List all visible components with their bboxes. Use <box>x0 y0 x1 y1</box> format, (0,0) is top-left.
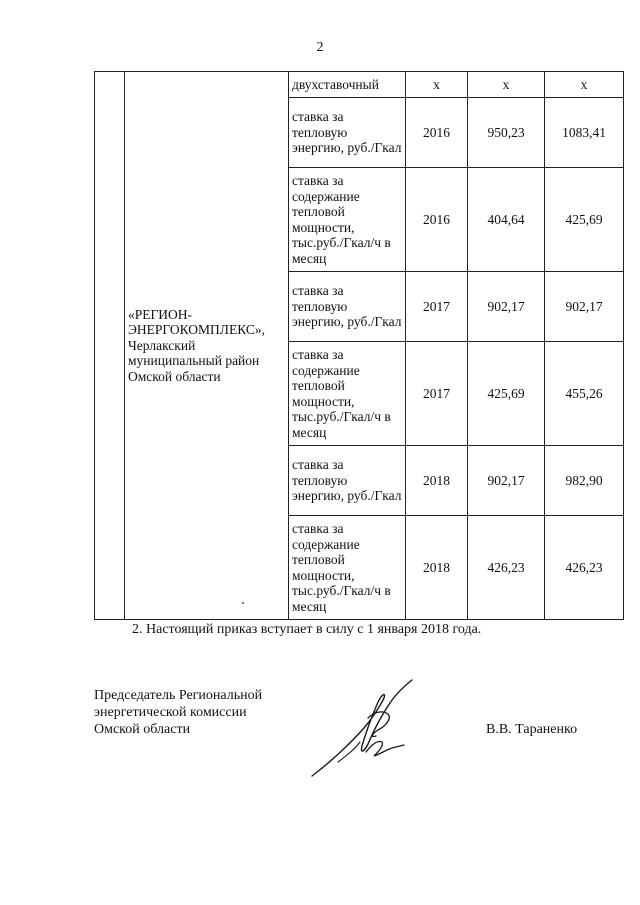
value-second-half-cell: 455,26 <box>545 342 624 446</box>
scan-speck <box>242 602 244 604</box>
rate-type-cell: ставка за тепловую энергию, руб./Гкал <box>289 446 406 516</box>
year-cell: 2018 <box>406 516 468 620</box>
rate-type-cell: ставка за тепловую энергию, руб./Гкал <box>289 272 406 342</box>
value-second-half-cell: 1083,41 <box>545 98 624 168</box>
value-first-half-cell: 902,17 <box>468 272 545 342</box>
signatory-title-line: Председатель Региональной <box>94 688 263 703</box>
value-first-half-cell: 404,64 <box>468 168 545 272</box>
value-second-half-cell: 426,23 <box>545 516 624 620</box>
value-first-half-cell: х <box>468 72 545 98</box>
rate-type-cell: ставка за содержание тепловой мощности, тыс.руб./Гкал/ч в месяц <box>289 342 406 446</box>
table-row <box>95 72 624 98</box>
tariff-table <box>94 71 624 620</box>
rate-type-cell: ставка за тепловую энергию, руб./Гкал <box>289 98 406 168</box>
value-second-half-cell: 902,17 <box>545 272 624 342</box>
year-cell: 2017 <box>406 272 468 342</box>
row-number-cell <box>95 72 125 620</box>
value-second-half-cell: 425,69 <box>545 168 624 272</box>
value-first-half-cell: 950,23 <box>468 98 545 168</box>
value-second-half-cell: х <box>545 72 624 98</box>
value-first-half-cell: 902,17 <box>468 446 545 516</box>
signatory-title <box>94 687 262 738</box>
rate-type-cell: двухставочный <box>289 72 406 98</box>
rate-type-cell: ставка за содержание тепловой мощности, тыс.руб./Гкал/ч в месяц <box>289 516 406 620</box>
organization-cell: «РЕГИОН-ЭНЕРГОКОМПЛЕКС», Черлакский муниципальный район Омской области <box>125 72 289 620</box>
signatory-title-line: энергетической комиссии <box>94 705 247 720</box>
value-first-half-cell: 425,69 <box>468 342 545 446</box>
handwritten-signature <box>308 676 418 780</box>
year-cell: 2016 <box>406 168 468 272</box>
rate-type-cell: ставка за содержание тепловой мощности, тыс.руб./Гкал/ч в месяц <box>289 168 406 272</box>
order-clause: 2. Настоящий приказ вступает в силу с 1 января 2018 года. <box>132 622 482 637</box>
value-second-half-cell: 982,90 <box>545 446 624 516</box>
page-number: 2 <box>316 40 324 55</box>
year-cell: х <box>406 72 468 98</box>
year-cell: 2016 <box>406 98 468 168</box>
signatory-name: В.В. Тараненко <box>486 722 578 737</box>
value-first-half-cell: 426,23 <box>468 516 545 620</box>
year-cell: 2018 <box>406 446 468 516</box>
signatory-title-line: Омской области <box>94 722 191 737</box>
year-cell: 2017 <box>406 342 468 446</box>
